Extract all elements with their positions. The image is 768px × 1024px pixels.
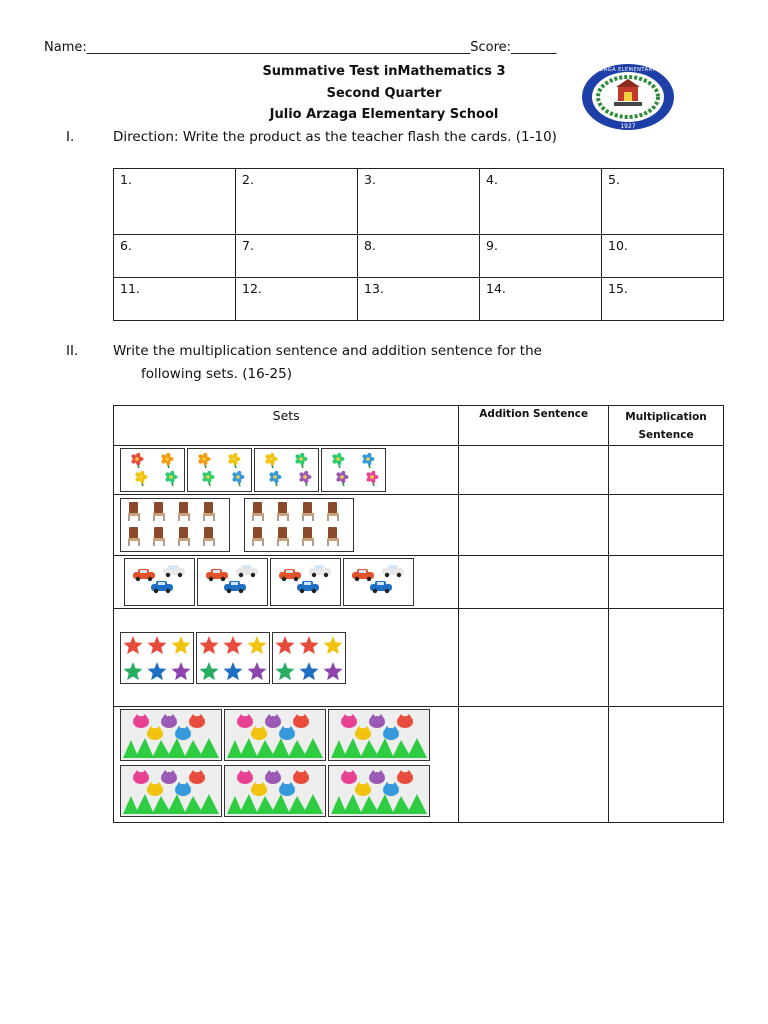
answer-row (114, 169, 724, 235)
set-row (114, 707, 724, 823)
grass-shape (227, 738, 323, 758)
answer-cell[interactable]: 7. (236, 235, 358, 278)
set-flowers (114, 446, 459, 495)
car-icon (151, 581, 173, 593)
quarter-label: Second Quarter (326, 86, 442, 101)
part2-numeral: II. (66, 343, 79, 359)
flower-icon (335, 470, 348, 486)
flower-card (254, 448, 319, 492)
tulip-groups (120, 709, 458, 821)
tulip-icon (397, 770, 413, 784)
multiplication-answer-cell[interactable] (609, 609, 724, 707)
tulip-icon (251, 726, 267, 740)
multiplication-answer-cell[interactable] (609, 707, 724, 823)
set-stars (114, 609, 459, 707)
car-groups (120, 558, 458, 606)
chair-icon (302, 527, 314, 546)
car-card (343, 558, 414, 606)
chair-icon (178, 527, 190, 546)
flower-icon (331, 452, 344, 468)
chair-icon (252, 527, 264, 546)
car-icon (352, 569, 374, 581)
star-icon (172, 636, 191, 654)
car-icon (309, 565, 331, 577)
star-groups (120, 632, 458, 684)
flower-icon (298, 470, 311, 486)
grass-shape (331, 738, 427, 758)
star-icon (200, 662, 219, 680)
chair-groups (120, 498, 458, 552)
car-card (197, 558, 268, 606)
tulip-card (224, 709, 326, 761)
addition-answer-cell[interactable] (459, 556, 609, 609)
answer-cell[interactable]: 4. (480, 169, 602, 235)
tulip-card (120, 765, 222, 817)
flower-icon (365, 470, 378, 486)
star-icon (276, 636, 295, 654)
star-icon (224, 662, 243, 680)
tulip-icon (279, 782, 295, 796)
answer-cell[interactable]: 6. (114, 235, 236, 278)
chair-icon (327, 527, 339, 546)
star-icon (200, 636, 219, 654)
star-card (272, 632, 346, 684)
star-icon (276, 662, 295, 680)
flower-card (321, 448, 386, 492)
tulip-icon (355, 782, 371, 796)
flower-icon (164, 470, 177, 486)
addition-answer-cell[interactable] (459, 609, 609, 707)
tulip-icon (369, 714, 385, 728)
star-icon (300, 636, 319, 654)
chair-icon (203, 527, 215, 546)
star-icon (324, 662, 343, 680)
answer-grid (113, 168, 724, 321)
star-icon (248, 636, 267, 654)
grass-shape (227, 794, 323, 814)
set-row (114, 609, 724, 707)
part2-instruction-line2: following sets. (16-25) (141, 366, 292, 382)
car-icon (279, 569, 301, 581)
svg-text:JULIO ARZAGA ELEMENTARY SCHOOL: JULIO ARZAGA ELEMENTARY SCHOOL (574, 67, 682, 73)
chair-icon (128, 502, 140, 521)
flower-icon (130, 452, 143, 468)
tulip-card (120, 709, 222, 761)
set-cars (114, 556, 459, 609)
answer-cell[interactable]: 15. (602, 278, 724, 321)
answer-cell[interactable]: 8. (358, 235, 480, 278)
tulip-icon (189, 770, 205, 784)
chair-icon (277, 527, 289, 546)
tulip-card (224, 765, 326, 817)
part2-instruction-line1: Write the multiplication sentence and addition sentence for the (113, 343, 542, 359)
chair-icon (277, 502, 289, 521)
star-icon (324, 636, 343, 654)
chair-icon (128, 527, 140, 546)
chair-card (244, 498, 354, 552)
chair-icon (178, 502, 190, 521)
multiplication-answer-cell[interactable] (609, 495, 724, 556)
set-chairs (114, 495, 459, 556)
chair-icon (153, 527, 165, 546)
tulip-icon (397, 714, 413, 728)
tulip-icon (383, 782, 399, 796)
flower-icon (134, 470, 147, 486)
answer-row (114, 278, 724, 321)
flower-icon (197, 452, 210, 468)
flower-card (187, 448, 252, 492)
answer-cell[interactable]: 2. (236, 169, 358, 235)
test-title: Summative Test inMathematics 3 (262, 64, 506, 79)
chair-icon (203, 502, 215, 521)
flower-card (120, 448, 185, 492)
star-card (196, 632, 270, 684)
answer-cell[interactable]: 10. (602, 235, 724, 278)
tulip-icon (133, 714, 149, 728)
svg-text:1927: 1927 (620, 123, 636, 130)
star-icon (224, 636, 243, 654)
addition-answer-cell[interactable] (459, 495, 609, 556)
car-icon (236, 565, 258, 577)
star-icon (124, 636, 143, 654)
tulip-icon (383, 726, 399, 740)
tulip-card (328, 709, 430, 761)
part1-numeral: I. (66, 129, 75, 145)
car-icon (382, 565, 404, 577)
answer-cell[interactable]: 14. (480, 278, 602, 321)
chair-icon (327, 502, 339, 521)
addition-answer-cell[interactable] (459, 707, 609, 823)
chair-icon (153, 502, 165, 521)
car-icon (297, 581, 319, 593)
school-seal (574, 62, 682, 132)
star-icon (300, 662, 319, 680)
grass-shape (123, 738, 219, 758)
flower-icon (160, 452, 173, 468)
tulip-icon (341, 714, 357, 728)
set-tulips (114, 707, 459, 823)
tulip-card (328, 765, 430, 817)
addition-header: Addition Sentence (459, 406, 609, 446)
grass-shape (123, 794, 219, 814)
flower-icon (268, 470, 281, 486)
star-icon (172, 662, 191, 680)
sets-table (113, 405, 724, 823)
tulip-icon (147, 726, 163, 740)
chair-icon (252, 502, 264, 521)
chair-card (120, 498, 230, 552)
star-icon (148, 662, 167, 680)
tulip-icon (237, 714, 253, 728)
star-icon (148, 636, 167, 654)
flower-icon (361, 452, 374, 468)
tulip-icon (265, 714, 281, 728)
flower-groups (120, 448, 458, 492)
flower-icon (201, 470, 214, 486)
tulip-icon (355, 726, 371, 740)
tulip-icon (175, 782, 191, 796)
answer-cell[interactable]: 1. (114, 169, 236, 235)
car-icon (206, 569, 228, 581)
tulip-icon (133, 770, 149, 784)
multiplication-header: Multiplication Sentence (609, 406, 724, 446)
tulip-icon (293, 770, 309, 784)
flower-icon (264, 452, 277, 468)
tulip-icon (147, 782, 163, 796)
car-icon (163, 565, 185, 577)
flower-icon (227, 452, 240, 468)
star-icon (124, 662, 143, 680)
tulip-icon (189, 714, 205, 728)
tulip-icon (279, 726, 295, 740)
tulip-icon (341, 770, 357, 784)
star-icon (248, 662, 267, 680)
grass-shape (331, 794, 427, 814)
multiplication-answer-cell[interactable] (609, 446, 724, 495)
part1-direction: Direction: Write the product as the teacher flash the cards. (1-10) (113, 129, 557, 145)
set-row (114, 556, 724, 609)
car-card (270, 558, 341, 606)
tulip-icon (237, 770, 253, 784)
tulip-icon (161, 770, 177, 784)
tulip-icon (293, 714, 309, 728)
answer-cell[interactable]: 13. (358, 278, 480, 321)
car-card (124, 558, 195, 606)
car-icon (133, 569, 155, 581)
name-score-line: Name:___________________________________________________________Score:_______ (44, 40, 557, 55)
answer-row (114, 235, 724, 278)
car-icon (370, 581, 392, 593)
answer-cell[interactable]: 11. (114, 278, 236, 321)
tulip-icon (175, 726, 191, 740)
answer-cell[interactable]: 5. (602, 169, 724, 235)
answer-cell[interactable]: 12. (236, 278, 358, 321)
answer-cell[interactable]: 3. (358, 169, 480, 235)
tulip-icon (265, 770, 281, 784)
tulip-icon (369, 770, 385, 784)
answer-cell[interactable]: 9. (480, 235, 602, 278)
set-row (114, 495, 724, 556)
tulip-icon (161, 714, 177, 728)
tulip-icon (251, 782, 267, 796)
flower-icon (294, 452, 307, 468)
sets-header-row (114, 406, 724, 446)
multiplication-answer-cell[interactable] (609, 556, 724, 609)
car-icon (224, 581, 246, 593)
flower-icon (231, 470, 244, 486)
sets-header: Sets (114, 406, 459, 446)
star-card (120, 632, 194, 684)
set-row (114, 446, 724, 495)
addition-answer-cell[interactable] (459, 446, 609, 495)
school-name: Julio Arzaga Elementary School (269, 107, 499, 122)
chair-icon (302, 502, 314, 521)
